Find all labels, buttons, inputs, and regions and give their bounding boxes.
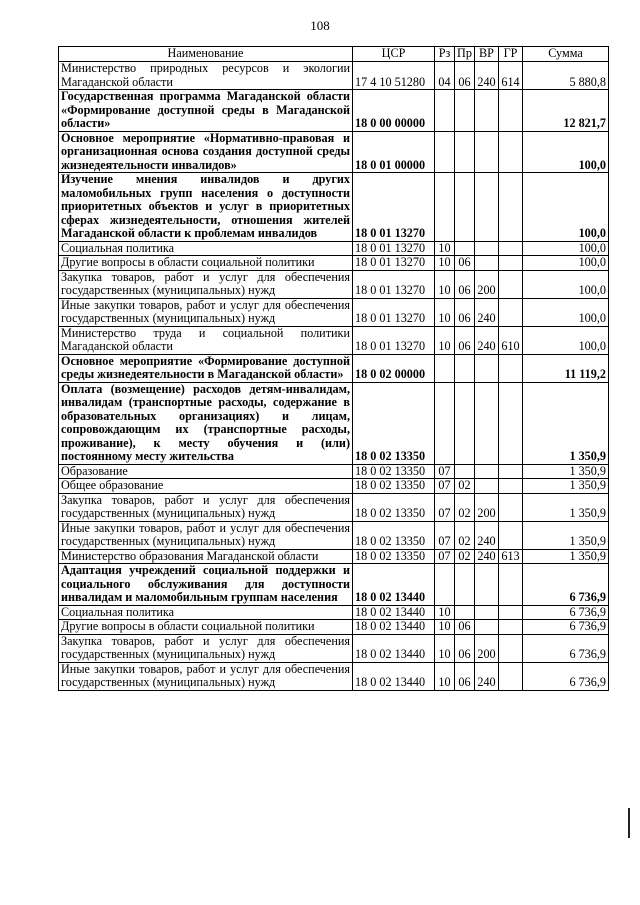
table-row [59,549,609,564]
cell-name: Изучение мнения инвалидов и других маломобильных групп населения о доступности приоритетных объектов и услуг в приоритетных сферах жизнедеятельности, отношения жителей Магаданской области к проблемам инвалидов [59,173,353,242]
table-row [59,173,609,242]
cell-gr [499,256,523,271]
table-row [59,90,609,132]
cell-rz: 10 [435,634,455,662]
cell-sum: 1 350,9 [523,382,609,464]
cell-sum: 100,0 [523,256,609,271]
header-vr: ВР [475,47,499,62]
cell-csr: 18 0 02 13350 [353,521,435,549]
table-body [59,62,609,691]
cell-gr: 610 [499,326,523,354]
cell-pr: 06 [455,298,475,326]
cell-pr: 06 [455,620,475,635]
cell-name: Закупка товаров, работ и услуг для обеспечения государственных (муниципальных) нужд [59,493,353,521]
cell-vr: 240 [475,326,499,354]
cell-gr [499,662,523,690]
header-gr: ГР [499,47,523,62]
cell-sum: 1 350,9 [523,464,609,479]
table-row [59,464,609,479]
cell-pr [455,173,475,242]
cell-csr: 17 4 10 51280 [353,62,435,90]
cell-name: Образование [59,464,353,479]
header-csr: ЦСР [353,47,435,62]
cell-name: Основное мероприятие «Нормативно-правовая и организационная основа создания доступной среды жизнедеятельности инвалидов» [59,131,353,173]
cell-vr: 240 [475,298,499,326]
cell-sum: 6 736,9 [523,634,609,662]
cell-rz: 10 [435,298,455,326]
cell-vr [475,479,499,494]
cell-pr: 02 [455,479,475,494]
cell-name: Иные закупки товаров, работ и услуг для обеспечения государственных (муниципальных) нужд [59,662,353,690]
cell-vr [475,173,499,242]
cell-pr: 06 [455,270,475,298]
cell-gr [499,634,523,662]
cell-name: Министерство природных ресурсов и экологии Магаданской области [59,62,353,90]
cell-pr [455,90,475,132]
cell-sum: 100,0 [523,131,609,173]
cell-gr [499,241,523,256]
cell-csr: 18 0 02 13440 [353,620,435,635]
table-row [59,564,609,606]
header-pr: Пр [455,47,475,62]
cell-rz: 04 [435,62,455,90]
cell-gr [499,354,523,382]
cell-sum: 100,0 [523,241,609,256]
cell-sum: 100,0 [523,326,609,354]
cell-rz [435,354,455,382]
cell-vr [475,620,499,635]
cell-sum: 5 880,8 [523,62,609,90]
table-row [59,326,609,354]
cell-sum: 6 736,9 [523,564,609,606]
cell-vr [475,131,499,173]
cell-gr [499,464,523,479]
cell-csr: 18 0 01 13270 [353,256,435,271]
cell-csr: 18 0 02 13350 [353,464,435,479]
cell-name: Другие вопросы в области социальной политики [59,620,353,635]
cell-name: Оплата (возмещение) расходов детям-инвалидам, инвалидам (транспортные расходы, содержание в образовательных организациях) и лицам, сопровождающим их (транспортные расходы, проживание), к месту обучения и (или) постоянному месту жительства [59,382,353,464]
cell-csr: 18 0 02 13440 [353,605,435,620]
cell-pr [455,564,475,606]
cell-pr [455,464,475,479]
cell-pr [455,241,475,256]
cell-pr [455,354,475,382]
table-row [59,634,609,662]
cell-rz [435,382,455,464]
budget-table [58,46,609,691]
cell-name: Социальная политика [59,241,353,256]
cell-csr: 18 0 02 00000 [353,354,435,382]
table-row [59,521,609,549]
cell-csr: 18 0 02 13440 [353,662,435,690]
cell-rz: 10 [435,270,455,298]
cell-sum: 1 350,9 [523,493,609,521]
cell-csr: 18 0 02 13440 [353,634,435,662]
cell-csr: 18 0 01 13270 [353,298,435,326]
table-row [59,298,609,326]
cell-pr: 06 [455,62,475,90]
cell-rz: 10 [435,256,455,271]
cell-gr [499,564,523,606]
cell-pr: 06 [455,256,475,271]
cell-sum: 6 736,9 [523,605,609,620]
cell-rz [435,131,455,173]
cell-csr: 18 0 02 13350 [353,382,435,464]
table-row [59,662,609,690]
cell-csr: 18 0 01 00000 [353,131,435,173]
cell-gr [499,270,523,298]
cell-rz: 10 [435,620,455,635]
cell-gr [499,479,523,494]
table-row [59,479,609,494]
header-name: Наименование [59,47,353,62]
cell-gr: 613 [499,549,523,564]
cell-pr [455,131,475,173]
cell-gr [499,521,523,549]
header-sum: Сумма [523,47,609,62]
cell-pr: 02 [455,493,475,521]
cell-sum: 1 350,9 [523,549,609,564]
cell-vr [475,605,499,620]
cell-vr: 200 [475,634,499,662]
cell-rz: 07 [435,521,455,549]
cell-sum: 1 350,9 [523,521,609,549]
cell-vr: 240 [475,662,499,690]
cell-rz: 07 [435,549,455,564]
cell-vr [475,241,499,256]
cell-sum: 11 119,2 [523,354,609,382]
cell-csr: 18 0 02 13350 [353,549,435,564]
header-rz: Рз [435,47,455,62]
cell-pr: 02 [455,549,475,564]
cell-rz [435,90,455,132]
cell-csr: 18 0 02 13440 [353,564,435,606]
cell-sum: 100,0 [523,298,609,326]
cell-sum: 100,0 [523,270,609,298]
cell-rz: 10 [435,326,455,354]
table-row [59,382,609,464]
table-row [59,354,609,382]
cell-pr: 06 [455,662,475,690]
cell-vr [475,256,499,271]
cell-name: Иные закупки товаров, работ и услуг для обеспечения государственных (муниципальных) нужд [59,298,353,326]
cell-sum: 6 736,9 [523,620,609,635]
cell-gr [499,173,523,242]
cell-name: Государственная программа Магаданской области «Формирование доступной среды в Магаданской области» [59,90,353,132]
cell-vr [475,564,499,606]
table-row [59,270,609,298]
scan-mark [628,808,630,838]
table-row [59,493,609,521]
cell-rz: 10 [435,605,455,620]
table-row [59,241,609,256]
cell-csr: 18 0 01 13270 [353,241,435,256]
cell-name: Основное мероприятие «Формирование доступной среды жизнедеятельности в Магаданской области» [59,354,353,382]
cell-vr: 200 [475,493,499,521]
cell-sum: 100,0 [523,173,609,242]
cell-sum: 12 821,7 [523,90,609,132]
cell-csr: 18 0 02 13350 [353,479,435,494]
cell-name: Иные закупки товаров, работ и услуг для обеспечения государственных (муниципальных) нужд [59,521,353,549]
cell-vr [475,382,499,464]
cell-pr: 06 [455,326,475,354]
cell-gr [499,382,523,464]
cell-sum: 1 350,9 [523,479,609,494]
cell-vr [475,354,499,382]
page-number: 108 [310,18,330,33]
cell-pr [455,605,475,620]
cell-csr: 18 0 01 13270 [353,270,435,298]
cell-name: Закупка товаров, работ и услуг для обеспечения государственных (муниципальных) нужд [59,270,353,298]
cell-csr: 18 0 01 13270 [353,173,435,242]
cell-gr [499,493,523,521]
cell-name: Социальная политика [59,605,353,620]
cell-rz [435,173,455,242]
cell-gr [499,620,523,635]
cell-rz: 10 [435,241,455,256]
cell-vr: 200 [475,270,499,298]
cell-rz: 07 [435,479,455,494]
cell-gr [499,90,523,132]
cell-pr [455,382,475,464]
cell-name: Адаптация учреждений социальной поддержки и социального обслуживания для доступности инвалидам и маломобильным группам населения [59,564,353,606]
table-header-row [59,47,609,62]
table-row [59,62,609,90]
cell-vr: 240 [475,62,499,90]
cell-gr: 614 [499,62,523,90]
cell-csr: 18 0 01 13270 [353,326,435,354]
cell-csr: 18 0 02 13350 [353,493,435,521]
cell-name: Министерство образования Магаданской области [59,549,353,564]
table-row [59,131,609,173]
cell-name: Общее образование [59,479,353,494]
table-row [59,256,609,271]
cell-sum: 6 736,9 [523,662,609,690]
cell-gr [499,131,523,173]
table-row [59,605,609,620]
cell-rz [435,564,455,606]
table-row [59,620,609,635]
cell-rz: 07 [435,493,455,521]
cell-gr [499,298,523,326]
cell-name: Министерство труда и социальной политики Магаданской области [59,326,353,354]
cell-vr: 240 [475,549,499,564]
cell-pr: 06 [455,634,475,662]
cell-vr: 240 [475,521,499,549]
cell-vr [475,90,499,132]
cell-rz: 10 [435,662,455,690]
cell-name: Другие вопросы в области социальной политики [59,256,353,271]
cell-vr [475,464,499,479]
cell-name: Закупка товаров, работ и услуг для обеспечения государственных (муниципальных) нужд [59,634,353,662]
cell-gr [499,605,523,620]
cell-csr: 18 0 00 00000 [353,90,435,132]
cell-rz: 07 [435,464,455,479]
cell-pr: 02 [455,521,475,549]
